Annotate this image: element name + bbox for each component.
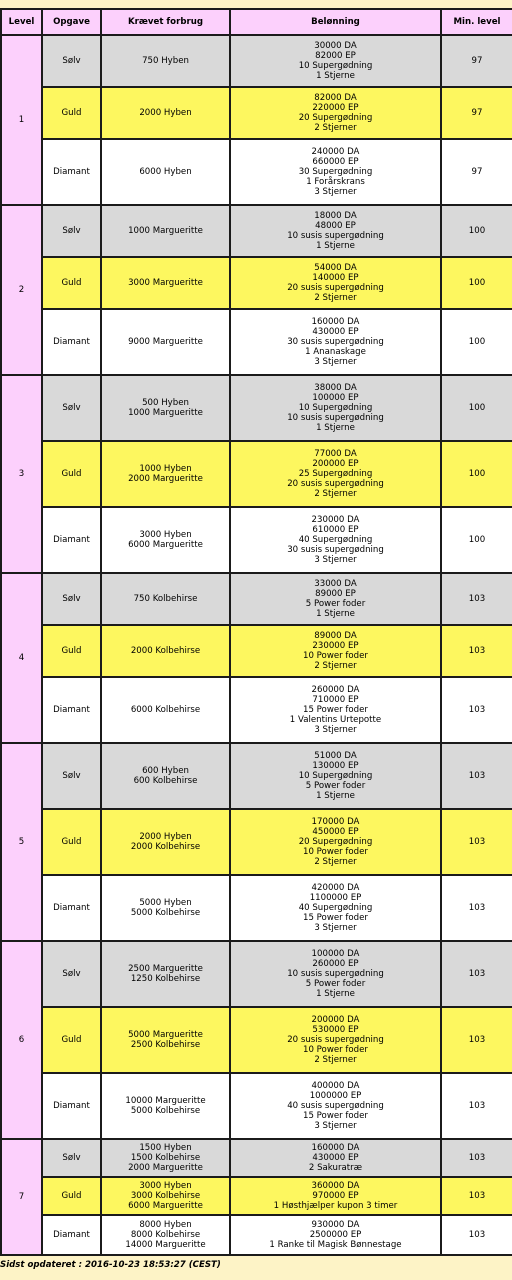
reward-cell: 18000 DA 48000 EP 10 susis supergødning 1 Stjerne	[230, 205, 441, 257]
required-cell: 750 Kolbehirse	[101, 573, 230, 625]
task-name-cell: Diamant	[42, 309, 101, 375]
required-cell: 3000 Margueritte	[101, 257, 230, 309]
table-row	[1, 507, 512, 573]
required-cell: 8000 Hyben 8000 Kolbehirse 14000 Margueritte	[101, 1215, 230, 1255]
level-cell: 6	[1, 941, 42, 1139]
level-cell: 3	[1, 375, 42, 573]
task-name-cell: Sølv	[42, 573, 101, 625]
reward-cell: 160000 DA 430000 EP 2 Sakuratræ	[230, 1139, 441, 1177]
required-cell: 6000 Kolbehirse	[101, 677, 230, 743]
task-name-cell: Guld	[42, 625, 101, 677]
task-name-cell: Sølv	[42, 1139, 101, 1177]
reward-cell: 30000 DA 82000 EP 10 Supergødning 1 Stjerne	[230, 35, 441, 87]
min-level-cell: 100	[441, 375, 512, 441]
min-level-cell: 100	[441, 205, 512, 257]
table-row	[1, 677, 512, 743]
min-level-cell: 103	[441, 573, 512, 625]
level-cell: 2	[1, 205, 42, 375]
table-row	[1, 573, 512, 625]
table-row	[1, 809, 512, 875]
table-header-row	[1, 9, 512, 35]
reward-cell: 77000 DA 200000 EP 25 Supergødning 20 susis supergødning 2 Stjerner	[230, 441, 441, 507]
header-task: Opgave	[42, 9, 101, 35]
required-cell: 6000 Hyben	[101, 139, 230, 205]
reward-cell: 170000 DA 450000 EP 20 Supergødning 10 Power foder 2 Stjerner	[230, 809, 441, 875]
task-name-cell: Sølv	[42, 743, 101, 809]
tasks-table	[0, 8, 512, 1256]
table-row	[1, 1007, 512, 1073]
table-row	[1, 1215, 512, 1255]
reward-cell: 33000 DA 89000 EP 5 Power foder 1 Stjerne	[230, 573, 441, 625]
task-name-cell: Sølv	[42, 375, 101, 441]
min-level-cell: 97	[441, 139, 512, 205]
min-level-cell: 100	[441, 257, 512, 309]
table-row	[1, 309, 512, 375]
level-cell: 4	[1, 573, 42, 743]
task-name-cell: Diamant	[42, 1073, 101, 1139]
min-level-cell: 103	[441, 1139, 512, 1177]
reward-cell: 200000 DA 530000 EP 20 susis supergødning 10 Power foder 2 Stjerner	[230, 1007, 441, 1073]
table-row	[1, 441, 512, 507]
table-row	[1, 35, 512, 87]
required-cell: 2000 Hyben 2000 Kolbehirse	[101, 809, 230, 875]
required-cell: 600 Hyben 600 Kolbehirse	[101, 743, 230, 809]
required-cell: 2000 Hyben	[101, 87, 230, 139]
table-row	[1, 625, 512, 677]
task-name-cell: Guld	[42, 441, 101, 507]
level-cell: 7	[1, 1139, 42, 1255]
required-cell: 1000 Margueritte	[101, 205, 230, 257]
table-row	[1, 205, 512, 257]
level-cell: 5	[1, 743, 42, 941]
min-level-cell: 103	[441, 1215, 512, 1255]
reward-cell: 51000 DA 130000 EP 10 Supergødning 5 Power foder 1 Stjerne	[230, 743, 441, 809]
min-level-cell: 103	[441, 1177, 512, 1215]
task-name-cell: Diamant	[42, 875, 101, 941]
min-level-cell: 100	[441, 309, 512, 375]
header-min-level: Min. level	[441, 9, 512, 35]
table-row	[1, 1139, 512, 1177]
min-level-cell: 103	[441, 1073, 512, 1139]
table-row	[1, 87, 512, 139]
min-level-cell: 103	[441, 1007, 512, 1073]
required-cell: 2500 Margueritte 1250 Kolbehirse	[101, 941, 230, 1007]
min-level-cell: 100	[441, 507, 512, 573]
table-row	[1, 375, 512, 441]
table-body	[1, 35, 512, 1255]
task-name-cell: Diamant	[42, 1215, 101, 1255]
header-reward: Belønning	[230, 9, 441, 35]
required-cell: 5000 Margueritte 2500 Kolbehirse	[101, 1007, 230, 1073]
min-level-cell: 103	[441, 625, 512, 677]
task-name-cell: Diamant	[42, 139, 101, 205]
min-level-cell: 103	[441, 809, 512, 875]
min-level-cell: 103	[441, 677, 512, 743]
task-name-cell: Sølv	[42, 205, 101, 257]
table-row	[1, 941, 512, 1007]
required-cell: 500 Hyben 1000 Margueritte	[101, 375, 230, 441]
reward-cell: 240000 DA 660000 EP 30 Supergødning 1 Forårskrans 3 Stjerner	[230, 139, 441, 205]
task-name-cell: Diamant	[42, 677, 101, 743]
reward-cell: 420000 DA 1100000 EP 40 Supergødning 15 Power foder 3 Stjerner	[230, 875, 441, 941]
task-name-cell: Guld	[42, 1177, 101, 1215]
table-row	[1, 139, 512, 205]
task-name-cell: Guld	[42, 1007, 101, 1073]
table-row	[1, 257, 512, 309]
min-level-cell: 103	[441, 941, 512, 1007]
required-cell: 1500 Hyben 1500 Kolbehirse 2000 Margueritte	[101, 1139, 230, 1177]
table-row	[1, 743, 512, 809]
task-name-cell: Sølv	[42, 35, 101, 87]
reward-cell: 100000 DA 260000 EP 10 susis supergødning 5 Power foder 1 Stjerne	[230, 941, 441, 1007]
table-row	[1, 1177, 512, 1215]
task-name-cell: Diamant	[42, 507, 101, 573]
reward-cell: 230000 DA 610000 EP 40 Supergødning 30 susis supergødning 3 Stjerner	[230, 507, 441, 573]
reward-cell: 930000 DA 2500000 EP 1 Ranke til Magisk Bønnestage	[230, 1215, 441, 1255]
task-name-cell: Sølv	[42, 941, 101, 1007]
required-cell: 5000 Hyben 5000 Kolbehirse	[101, 875, 230, 941]
min-level-cell: 97	[441, 87, 512, 139]
reward-cell: 360000 DA 970000 EP 1 Høsthjælper kupon 3 timer	[230, 1177, 441, 1215]
required-cell: 2000 Kolbehirse	[101, 625, 230, 677]
required-cell: 750 Hyben	[101, 35, 230, 87]
level-cell: 1	[1, 35, 42, 205]
header-level: Level	[1, 9, 42, 35]
header-required: Krævet forbrug	[101, 9, 230, 35]
reward-cell: 160000 DA 430000 EP 30 susis supergødning 1 Ananaskage 3 Stjerner	[230, 309, 441, 375]
reward-cell: 89000 DA 230000 EP 10 Power foder 2 Stjerner	[230, 625, 441, 677]
task-name-cell: Guld	[42, 257, 101, 309]
task-name-cell: Guld	[42, 87, 101, 139]
required-cell: 3000 Hyben 6000 Margueritte	[101, 507, 230, 573]
table-row	[1, 875, 512, 941]
reward-cell: 260000 DA 710000 EP 15 Power foder 1 Valentins Urtepotte 3 Stjerner	[230, 677, 441, 743]
required-cell: 3000 Hyben 3000 Kolbehirse 6000 Margueritte	[101, 1177, 230, 1215]
min-level-cell: 103	[441, 875, 512, 941]
required-cell: 10000 Margueritte 5000 Kolbehirse	[101, 1073, 230, 1139]
required-cell: 1000 Hyben 2000 Margueritte	[101, 441, 230, 507]
last-updated: Sidst opdateret : 2016-10-23 18:53:27 (CEST)	[0, 1260, 221, 1270]
reward-cell: 82000 DA 220000 EP 20 Supergødning 2 Stjerner	[230, 87, 441, 139]
min-level-cell: 103	[441, 743, 512, 809]
table-row	[1, 1073, 512, 1139]
min-level-cell: 100	[441, 441, 512, 507]
min-level-cell: 97	[441, 35, 512, 87]
reward-cell: 54000 DA 140000 EP 20 susis supergødning 2 Stjerner	[230, 257, 441, 309]
required-cell: 9000 Margueritte	[101, 309, 230, 375]
task-name-cell: Guld	[42, 809, 101, 875]
reward-cell: 400000 DA 1000000 EP 40 susis supergødning 15 Power foder 3 Stjerner	[230, 1073, 441, 1139]
reward-cell: 38000 DA 100000 EP 10 Supergødning 10 susis supergødning 1 Stjerne	[230, 375, 441, 441]
